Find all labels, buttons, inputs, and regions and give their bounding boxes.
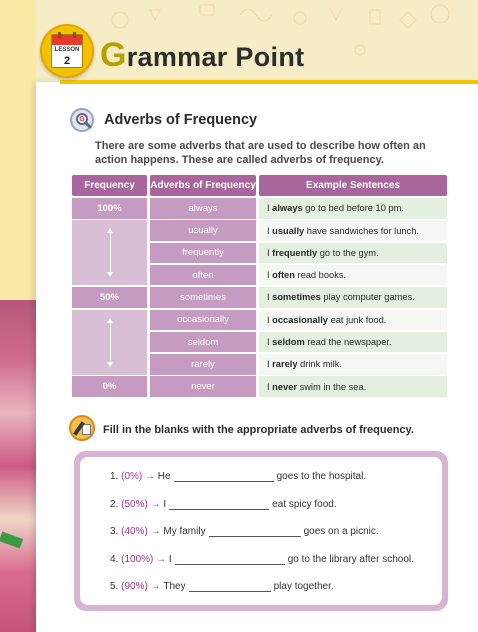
table-header-cell: Frequency	[72, 175, 147, 196]
adverb-cell: usually	[150, 220, 256, 241]
exercise-box	[74, 451, 448, 611]
exercise-list	[80, 457, 442, 605]
section-title: Adverbs of Frequency	[104, 112, 258, 128]
answer-blank[interactable]	[175, 555, 285, 565]
exercise-percentage: (40%) →	[121, 526, 164, 537]
exercise-percentage: (50%) →	[121, 498, 164, 510]
answer-blank[interactable]	[169, 500, 269, 510]
header-divider	[60, 80, 478, 84]
lesson-label: LESSON	[54, 47, 80, 53]
frequency-cell: 50%	[72, 287, 147, 308]
adverb-cell: never	[150, 376, 256, 397]
adverb-cell: frequently	[150, 243, 256, 264]
example-sentence-cell: I always go to bed before 10 pm.	[259, 198, 447, 219]
answer-blank[interactable]	[174, 472, 274, 482]
adverb-cell: often	[150, 265, 256, 286]
example-sentence-cell: I rarely drink milk.	[259, 354, 447, 375]
example-sentence-cell: I seldom read the newspaper.	[259, 332, 447, 353]
exercise-percentage: (0%) →	[121, 471, 158, 482]
writing-exercise-icon	[69, 415, 95, 441]
frequency-range-arrow	[72, 310, 147, 375]
example-sentence-cell: I usually have sandwiches for lunch.	[259, 220, 447, 241]
table-header-cell: Adverbs of Frequency	[150, 175, 256, 196]
example-sentence-cell: I sometimes play computer games.	[259, 287, 447, 308]
page-title	[100, 36, 304, 75]
frequency-range-arrow	[72, 220, 147, 285]
adverb-cell: rarely	[150, 354, 256, 375]
exercise-item: 3. (40%) → My family goes on a picnic.	[110, 526, 379, 537]
adverb-cell: sometimes	[150, 287, 256, 308]
exercise-percentage: (90%) →	[121, 581, 164, 592]
answer-blank[interactable]	[189, 582, 271, 592]
student-photo	[0, 300, 36, 632]
frequency-cell: 100%	[72, 198, 147, 219]
exercise-item: 1. (0%) → He goes to the hospital.	[110, 471, 367, 482]
example-sentence-cell: I never swim in the sea.	[259, 376, 447, 397]
exercise-item: 2. (50%) → I eat spicy food.	[110, 498, 337, 510]
example-sentence-cell: I often read books.	[259, 265, 447, 286]
exercise-title: Fill in the blanks with the appropriate adverbs of frequency.	[103, 424, 414, 436]
frequency-cell: 0%	[72, 376, 147, 397]
table-header-cell: Example Sentences	[259, 175, 447, 196]
example-sentence-cell: I frequently go to the gym.	[259, 243, 447, 264]
page-title-initial: G	[100, 36, 127, 74]
example-sentence-cell: I occasionally eat junk food.	[259, 310, 447, 331]
magnifier-icon: G	[70, 108, 94, 132]
exercise-percentage: (100%) →	[121, 553, 169, 565]
page-title-rest: rammar Point	[126, 42, 305, 72]
adverb-cell: occasionally	[150, 310, 256, 331]
exercise-item: 4. (100%) → I go to the library after school.	[110, 553, 414, 565]
adverb-cell: always	[150, 198, 256, 219]
lesson-calendar-icon	[40, 24, 94, 78]
answer-blank[interactable]	[209, 527, 301, 537]
exercise-item: 5. (90%) → They play together.	[110, 581, 334, 592]
lesson-number: 2	[63, 55, 71, 67]
section-intro: There are some adverbs that are used to describe how often an action happens. These are called adverbs of frequency.	[95, 140, 426, 166]
adverb-cell: seldom	[150, 332, 256, 353]
